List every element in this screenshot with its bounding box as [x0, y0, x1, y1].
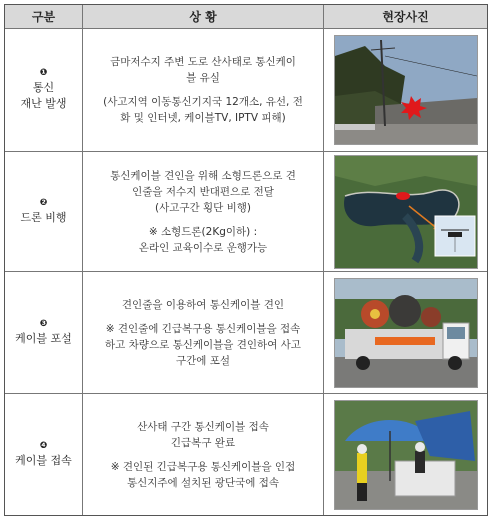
- situation-table: [4, 4, 488, 516]
- situation-line: 인줄을 저수지 반대편으로 전달: [132, 185, 274, 198]
- category-cell: [5, 29, 83, 151]
- category-cell: [5, 272, 83, 393]
- situation-line: 금마저수지 주변 도로 산사태로 통신케이: [110, 56, 296, 68]
- table-row: [5, 152, 487, 272]
- situation-line: 블 유실: [186, 72, 220, 84]
- photo-cell: [324, 394, 487, 515]
- header-category: 구분: [5, 5, 83, 28]
- category-label: 통신: [32, 81, 55, 94]
- situation-line: 통신지주에 설치된 광단국에 접속: [126, 476, 279, 489]
- situation-line: ※ 견인줄에 긴급복구용 통신케이블을 접속: [105, 322, 301, 335]
- situation-line: (사고지역 이동통신기지국 12개소, 유선, 전: [103, 96, 303, 108]
- situation-cell: [83, 394, 324, 515]
- situation-cell: [83, 272, 324, 393]
- photo-cell: [324, 29, 487, 151]
- cable-truck-photo: [334, 278, 478, 388]
- photo-cell: [324, 272, 487, 393]
- situation-cell: [83, 29, 324, 151]
- table-row: [5, 394, 487, 515]
- situation-line: ※ 견인된 긴급복구용 통신케이블을 인접: [110, 460, 296, 473]
- situation-line: ※ 소형드론(2Kg이하) :: [148, 225, 258, 238]
- situation-line: (사고구간 횡단 비행): [154, 201, 251, 214]
- step-number: ❷: [39, 197, 48, 208]
- situation-line: 산사태 구간 통신케이블 접속: [137, 420, 269, 433]
- situation-line: 구간에 포설: [175, 354, 231, 367]
- category-cell: [5, 394, 83, 515]
- category-label: 케이블 포설: [15, 331, 72, 345]
- landslide-site-photo: [334, 35, 478, 145]
- table-header-row: [5, 5, 487, 29]
- situation-cell: [83, 152, 324, 271]
- step-number: ❹: [39, 440, 48, 451]
- situation-line: 하고 차량으로 통신케이블을 견인하여 사고: [105, 338, 301, 351]
- photo-cell: [324, 152, 487, 271]
- category-cell: [5, 152, 83, 271]
- category-label: 재난 발생: [20, 97, 67, 110]
- cable-splicing-photo: [334, 400, 478, 510]
- header-site-photo: 현장사진: [324, 5, 487, 28]
- header-situation: 상 황: [83, 5, 324, 28]
- situation-line: 화 및 인터넷, 케이블TV, IPTV 피해): [120, 112, 286, 124]
- table-row: [5, 29, 487, 152]
- step-number: ❸: [39, 318, 48, 329]
- category-label: 드론 비행: [20, 210, 67, 224]
- situation-line: 온라인 교육이수로 운행가능: [138, 241, 268, 254]
- category-label: 케이블 접속: [15, 453, 72, 467]
- situation-line: 긴급복구 완료: [170, 436, 236, 449]
- drone-aerial-map-photo: [334, 155, 478, 269]
- step-number: ❶: [39, 68, 48, 78]
- table-row: [5, 272, 487, 394]
- situation-line: 통신케이블 견인을 위해 소형드론으로 견: [110, 169, 296, 182]
- situation-line: 견인줄을 이용하여 통신케이블 견인: [121, 298, 285, 311]
